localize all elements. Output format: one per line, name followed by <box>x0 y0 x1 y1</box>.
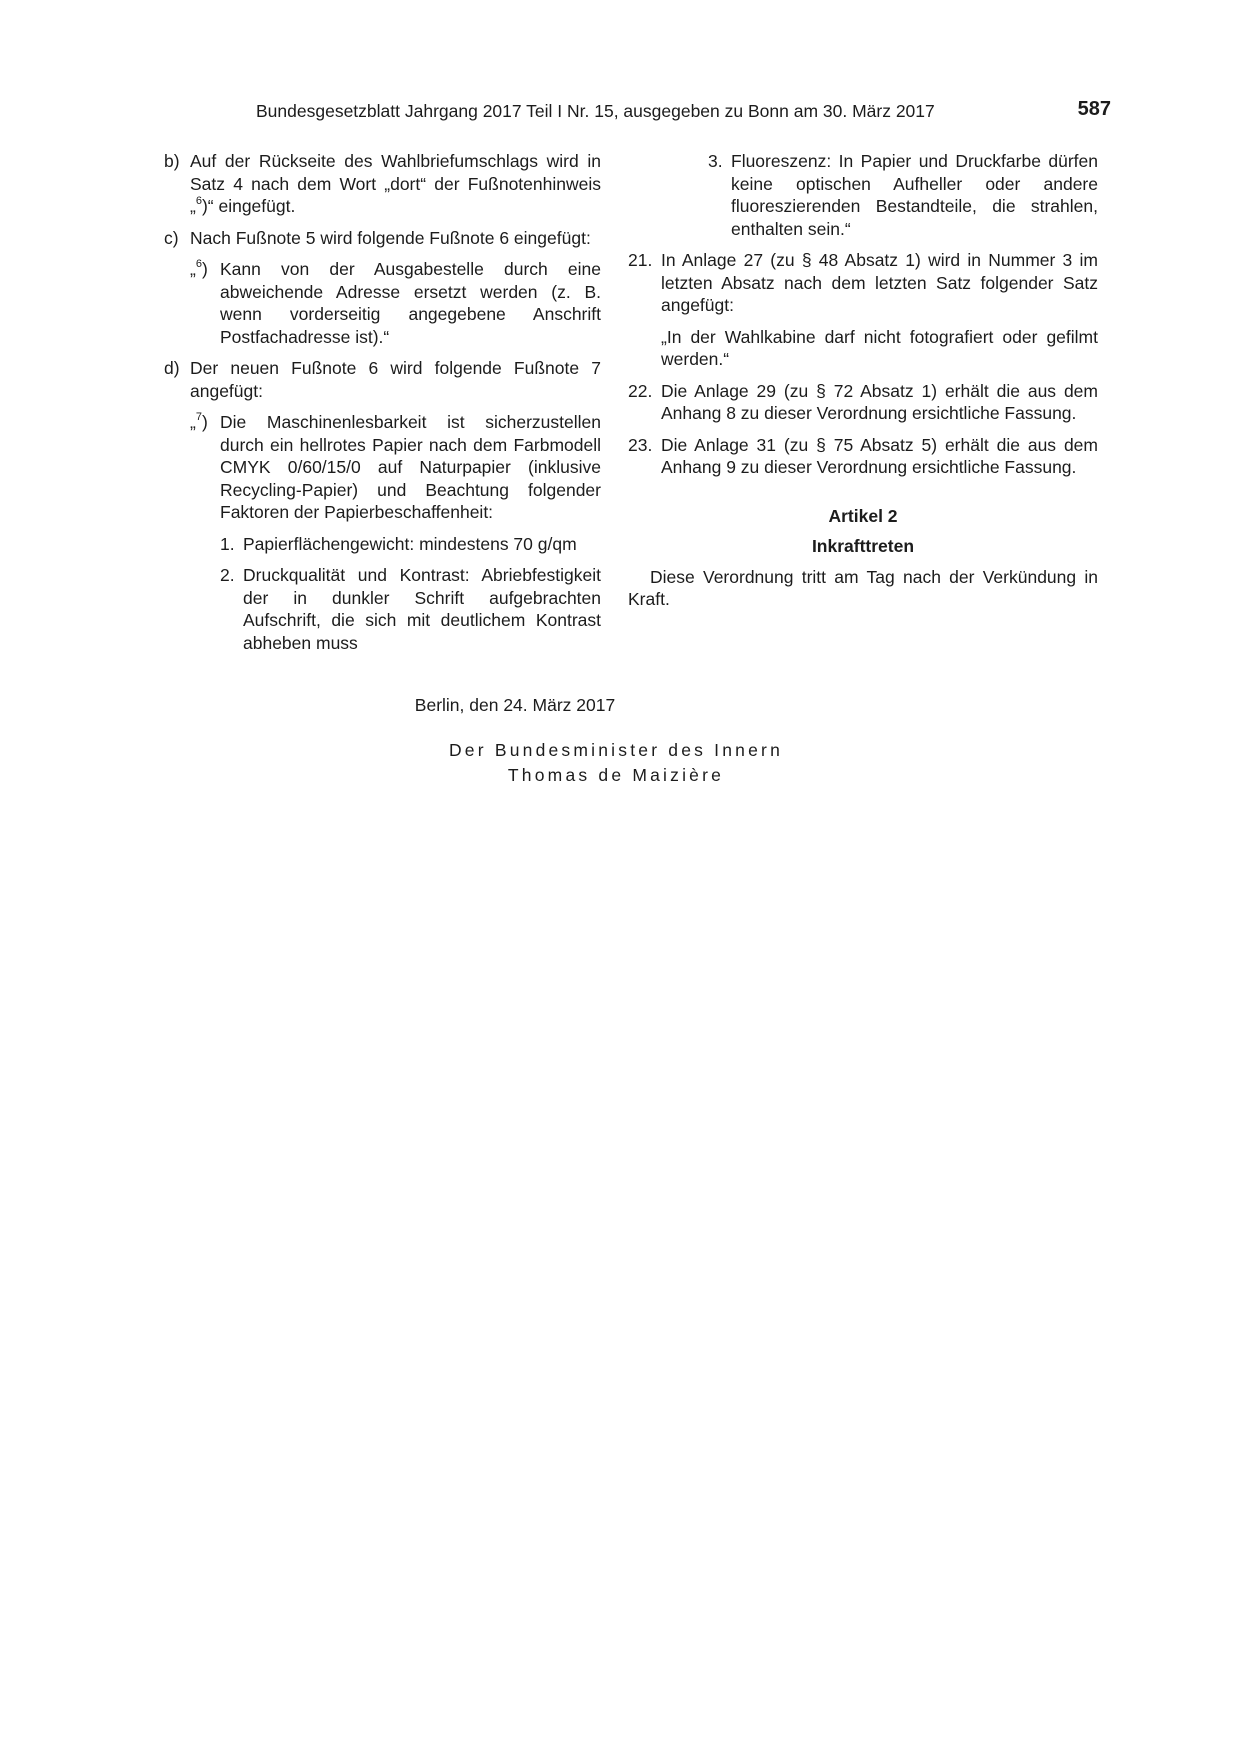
footnote-6-number: 6 <box>195 258 202 271</box>
signature-block <box>0 738 1232 788</box>
page-number: 587 <box>1077 98 1111 120</box>
item-23 <box>628 434 1098 479</box>
paper-factors-list-continued <box>708 150 1098 240</box>
page-header <box>256 100 1111 122</box>
list-item-number: 2. <box>220 565 235 585</box>
list-item-number: 1. <box>220 533 235 554</box>
signatory-name: Thomas de Maizière <box>507 765 725 785</box>
footnote-ref-6: 6 <box>195 195 202 208</box>
item-23-number: 23. <box>628 434 653 455</box>
item-b-text-part2: )“ eingefügt. <box>201 196 296 216</box>
list-item-text: Papierflächengewicht: mindestens 70 g/qm <box>243 533 577 554</box>
item-22-number: 22. <box>628 380 653 401</box>
article-body: Diese Verordnung tritt am Tag nach der Verkündung in Kraft. <box>628 566 1098 609</box>
footnote-7-marker <box>190 411 208 434</box>
signature-date: Berlin, den 24. März 2017 <box>414 695 616 715</box>
footnote-6-marker <box>190 258 208 281</box>
footnote-7-quote: „ <box>190 412 196 432</box>
header-text: Bundesgesetzblatt Jahrgang 2017 Teil I Nr. 15, ausgegeben zu Bonn am 30. März 2017 <box>256 101 935 121</box>
footnote-6-text: Kann von der Ausgabestelle durch eine abweichende Adresse ersetzt werden (z. B. wenn vorderseitig angegebene Anschrift Postfachadresse ist).“ <box>220 259 601 347</box>
list-item-text: Druckqualität und Kontrast: Abriebfestigkeit der in dunkler Schrift aufgebrachten Aufschrift, die sich mit deutlichem Kontrast abheben muss <box>243 565 601 653</box>
list-item <box>220 533 601 556</box>
footnote-6-quote: „ <box>190 259 196 279</box>
footnote-7-text: Die Maschinenlesbarkeit ist sicherzustellen durch ein hellrotes Papier nach dem Farbmodell CMYK 0/60/15/0 auf Naturpapier (inklusive Recycling-Papier) und Beachtung folgender Faktoren der Papierbeschaffenheit: <box>220 412 601 522</box>
item-22-text: Die Anlage 29 (zu § 72 Absatz 1) erhält die aus dem Anhang 8 zu dieser Verordnung ersichtliche Fassung. <box>661 380 1098 423</box>
item-d-label: d) <box>164 358 180 378</box>
list-item <box>708 150 1098 240</box>
item-b <box>164 150 601 218</box>
item-21-number: 21. <box>628 250 653 270</box>
list-item <box>220 564 601 654</box>
item-c <box>164 227 601 250</box>
footnote-7-number: 7 <box>195 411 202 424</box>
item-c-text: Nach Fußnote 5 wird folgende Fußnote 6 eingefügt: <box>190 227 591 248</box>
footnote-7-paren: ) <box>201 412 208 432</box>
item-23-text: Die Anlage 31 (zu § 75 Absatz 5) erhält die aus dem Anhang 9 zu dieser Verordnung ersichtliche Fassung. <box>661 434 1098 477</box>
article-heading: Artikel 2 <box>828 505 898 526</box>
item-c-label: c) <box>164 227 179 248</box>
item-b-text <box>164 150 601 218</box>
footnote-6 <box>190 258 601 348</box>
item-b-text-part1: Auf der Rückseite des Wahlbriefumschlags wird in Satz 4 nach dem Wort „dort“ der Fußnotenhinweis „ <box>190 151 601 216</box>
right-column <box>628 150 1098 611</box>
item-21-quote: „In der Wahlkabine darf nicht fotografiert oder gefilmt werden.“ <box>661 326 1098 369</box>
item-d-text: Der neuen Fußnote 6 wird folgende Fußnote 7 angefügt: <box>190 358 601 401</box>
item-21-text: In Anlage 27 (zu § 48 Absatz 1) wird in Nummer 3 im letzten Absatz nach dem letzten Satz folgender Satz angefügt: <box>661 250 1098 315</box>
list-item-text: Fluoreszenz: In Papier und Druckfarbe dürfen keine optischen Aufheller oder andere fluoreszierenden Bestandteile, die strahlen, enthalten sein.“ <box>731 151 1098 239</box>
item-21 <box>628 249 1098 317</box>
item-b-label: b) <box>164 151 180 171</box>
paper-factors-list <box>220 533 601 655</box>
item-22 <box>628 380 1098 425</box>
footnote-7 <box>190 411 601 524</box>
article-title: Inkrafttreten <box>811 536 915 556</box>
footnote-6-paren: ) <box>201 259 208 279</box>
item-d <box>164 357 601 402</box>
signatory-role: Der Bundesminister des Innern <box>448 740 784 760</box>
list-item-number: 3. <box>708 151 723 171</box>
left-column <box>164 150 601 663</box>
